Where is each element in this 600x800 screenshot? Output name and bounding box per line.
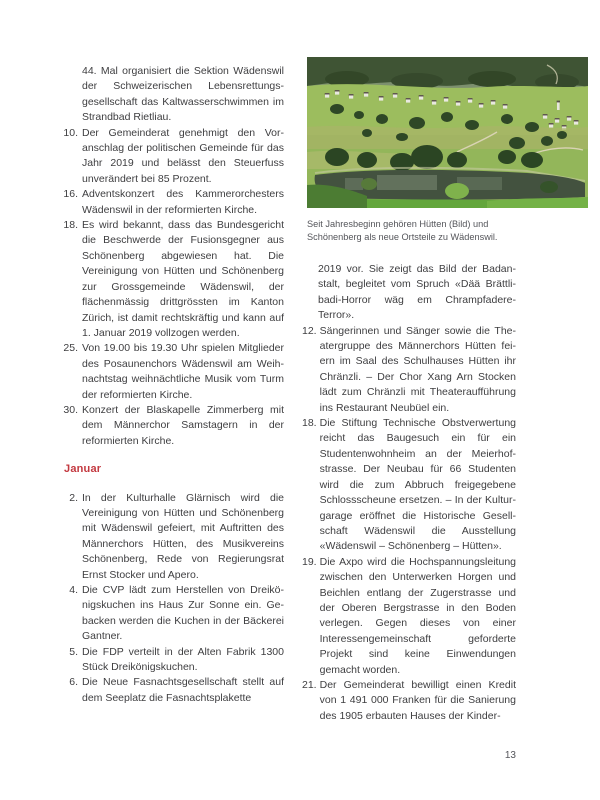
page-number: 13 bbox=[504, 750, 516, 761]
list-item bbox=[302, 678, 516, 724]
item-text: Die FDP verteilt in der Alten Fabrik 1300 Stück Dreikönigskuchen. bbox=[82, 645, 284, 674]
list-item bbox=[302, 324, 516, 416]
item-number: 18. bbox=[63, 219, 78, 232]
item-text: Adventskonzert des Kammerorchesters Wädenswil in der reformierten Kirche. bbox=[82, 188, 284, 216]
list-item bbox=[63, 491, 284, 583]
list-item bbox=[302, 416, 516, 555]
item-number: 16. bbox=[63, 188, 78, 201]
item-number: 6. bbox=[69, 676, 78, 689]
list-item bbox=[63, 645, 284, 676]
left-column bbox=[63, 64, 284, 706]
list-item bbox=[63, 64, 284, 126]
item-number: 21. bbox=[302, 678, 317, 691]
list-item bbox=[302, 262, 516, 324]
item-text: Der Gemeinderat bewilligt einen Kredit von 1 491 000 Franken für die Sanierung des 1905 erbauten Hauses der Kinder- bbox=[319, 678, 516, 722]
item-number: 5. bbox=[69, 645, 78, 658]
item-text: Sängerinnen und Sänger sowie die Theatergruppe des Männerchors Hütten feiern im Saal des Schulhauses Hütten ihr Chränzli. – Der Chor Xang Arn Stocken lädt zum Chränzli mit Theateraufführung ins Restaurant Neubüel ein. bbox=[319, 324, 516, 414]
item-text: Die CVP lädt zum Herstellen von Dreikönigskuchen ins Haus Zur Sonne ein. Gebacken werden die Kuchen in der Bäckerei Gantner. bbox=[82, 584, 284, 643]
church-tower bbox=[557, 101, 560, 110]
item-text: Die Stiftung Technische Obstverwertung reicht das Baugesuch ein für ein Studentenwohnheim an der Meierhofstrasse. Der Neubau für 66 Studenten wird die zum Abbruch freigegebene Schlossscheune ersetzen. – In der Kulturgarage eröffnet die Historische Gesellschaft Wädenswil die Ausstellung «Wädenswil – Schönenberg – Hütten». bbox=[319, 417, 516, 553]
list-item bbox=[63, 218, 284, 341]
item-text: Der Gemeinderat genehmigt den Voranschlag der politischen Gemeinde für das Jahr 2019 und belässt den Steuerfuss unverändert bei 85 Prozent. bbox=[82, 126, 284, 185]
item-number: 25. bbox=[63, 342, 78, 355]
list-item bbox=[63, 126, 284, 188]
photo-caption-line-2: Schönenberg als neue Ortsteile zu Wädenswil. bbox=[307, 232, 498, 242]
item-text: Von 19.00 bis 19.30 Uhr spielen Mitglieder des Posaunenchors Wädenswil am Weihnachtstag weihnächtliche Musik vom Turm der reformierten Kirche. bbox=[82, 342, 284, 401]
item-number: 2. bbox=[69, 491, 78, 504]
item-number: 18. bbox=[302, 417, 317, 430]
item-number bbox=[302, 262, 318, 324]
item-number: 19. bbox=[302, 555, 317, 568]
item-text: Die Neue Fasnachtsgesellschaft stellt auf dem Seeplatz die Fasnachtsplakette bbox=[82, 676, 284, 704]
list-item bbox=[63, 187, 284, 218]
list-item bbox=[63, 675, 284, 706]
photo-caption-line-1: Seit Jahresbeginn gehören Hütten (Bild) und bbox=[307, 219, 489, 229]
item-text: Die Axpo wird die Hochspannungsleitung zwischen den Unterwerken Horgen und Beichlen entlang der Zugerstrasse und der Oberen Bergstrasse in den Boden verlegen. Gegen dieses von einer Interessengemeinschaft geforderte Projekt sind keine Einwendungen gemacht worden. bbox=[319, 555, 516, 676]
landscape-photo bbox=[307, 57, 588, 208]
item-text: Konzert der Blaskapelle Zimmerberg mit dem Männerchor Samstagern in der reformierten Kirche. bbox=[82, 403, 284, 447]
item-number: 4. bbox=[69, 584, 78, 596]
item-text: In der Kulturhalle Glärnisch wird die Vereinigung von Hütten und Schönenberg mit Wädenswil gefeiert, mit Auftritten des Männerchors Hütten, des Musikvereins Schönenberg, Rede von Regierungsrat Ernst Stocker und Apero. bbox=[82, 491, 284, 581]
section-heading-januar: Januar bbox=[64, 463, 102, 476]
list-item bbox=[63, 341, 284, 403]
list-item bbox=[63, 583, 284, 645]
item-number: 12. bbox=[302, 324, 317, 337]
item-number bbox=[63, 64, 82, 126]
list-item bbox=[302, 555, 516, 678]
item-number: 10. bbox=[63, 126, 78, 139]
item-text: 44. Mal organisiert die Sektion Wädenswil der Schweizerischen Lebensrettungsgesellschaft das Kaltwasserschwimmen im Strandbad Rietliau. bbox=[82, 65, 284, 124]
right-column bbox=[302, 262, 516, 724]
photo-caption bbox=[307, 218, 542, 244]
landscape-photo-graphic bbox=[307, 57, 588, 208]
item-number: 30. bbox=[63, 403, 78, 416]
item-text: Es wird bekannt, dass das Bundesgericht die Beschwerde der Fusionsgegner aus Schönenberg abgewiesen hat. Die Vereinigung von Hütten und Schönenberg zur Grossgemeinde Wädenswil, der flächenmässig drittgrössten im Kanton Zürich, ist damit rechtskräftig und kann auf 1. Januar 2019 vollzogen werden. bbox=[82, 219, 284, 339]
item-text: 2019 vor. Sie zeigt das Bild der Badanstalt, begleitet vom Spruch «Dää Brättlibadi-Horror wäg em Chrampfadere-Terror». bbox=[318, 263, 516, 322]
list-item bbox=[63, 403, 284, 449]
